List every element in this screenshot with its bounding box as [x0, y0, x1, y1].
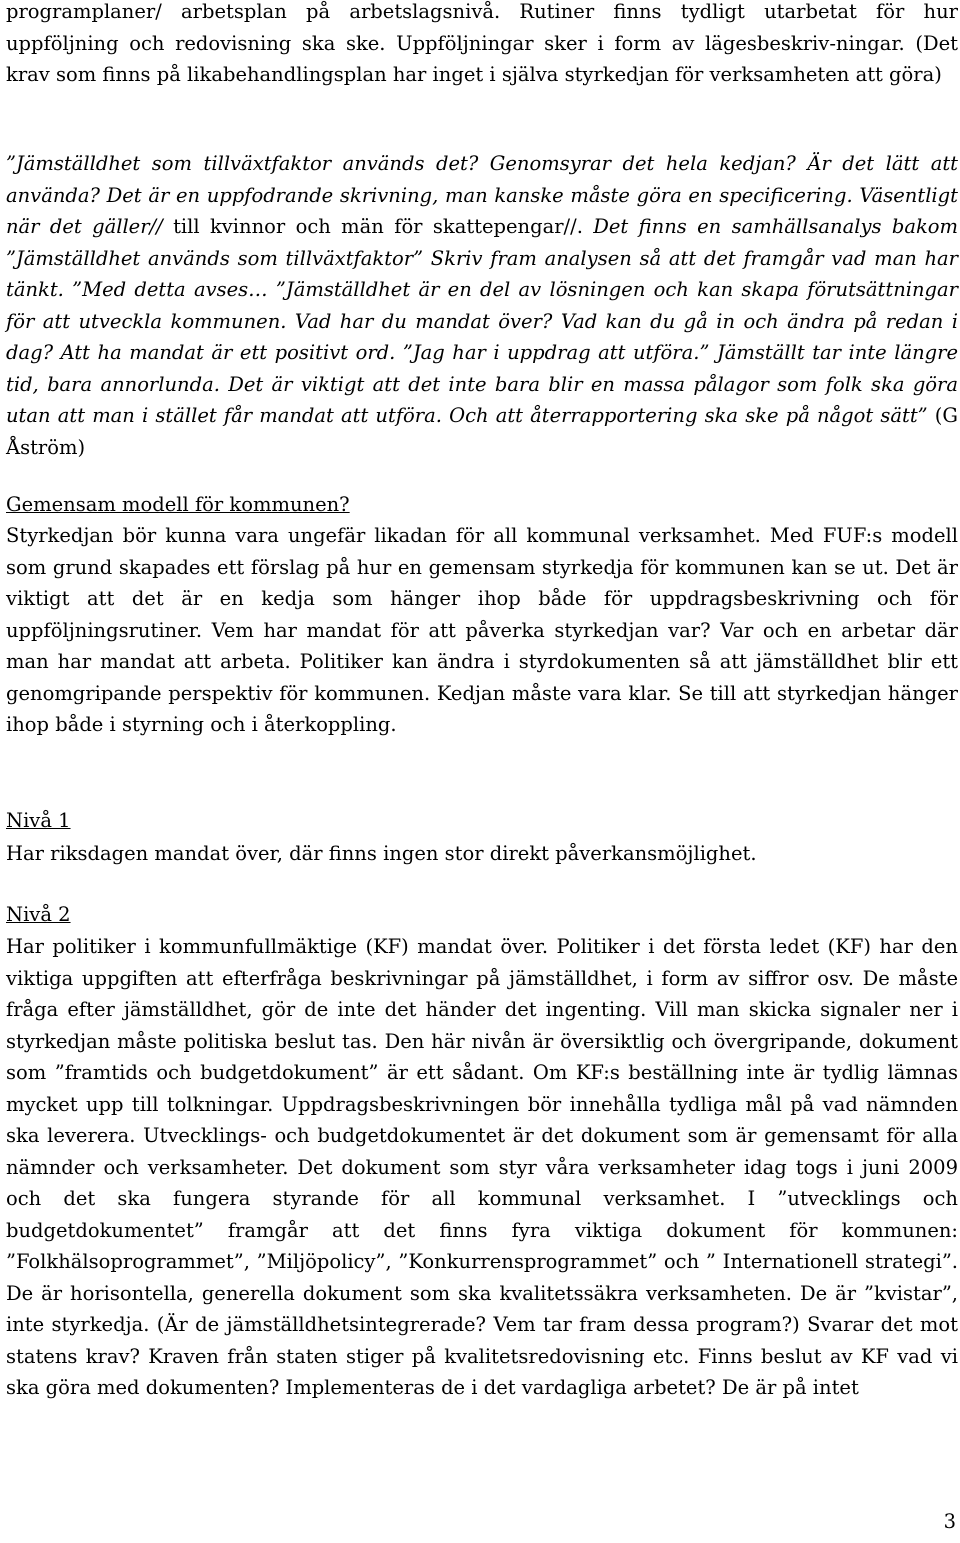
section-heading-niva-2: Nivå 2 [6, 903, 71, 926]
intro-paragraph: programplaner/ arbetsplan på arbetslagsnivå. Rutiner finns tydligt utarbetat för hur uppföljning och redovisning ska ske. Uppföljningar sker i form av lägesbeskriv-ningar. (Det krav som finns på likabehandlingsplan har inget i själva styrkedjan för verksamheten att göra) [6, 0, 958, 86]
quote-paragraph [6, 148, 958, 463]
section-heading-gemensam: Gemensam modell för kommunen? [6, 493, 350, 516]
section-body-niva-1: Har riksdagen mandat över, där finns ingen stor direkt påverkansmöjlighet. [6, 842, 757, 865]
section-body-gemensam: Styrkedjan bör kunna vara ungefär likadan för all kommunal verksamhet. Med FUF:s modell som grund skapades ett förslag på hur en gemensam styrkedja för kommunen kan se ut. Det är viktigt att det är en kedja som hänger ihop både för uppdragsbeskrivning och för uppföljningsrutiner. Vem har mandat för att påverka styrkedjan var? Var och en arbetar där man har mandat att arbeta. Politiker kan ändra i styrdokumenten så att jämställdhet blir ett genomgripande perspektiv för kommunen. Kedjan måste vara klar. Se till att styrkedjan hänger ihop både i styrning och i återkoppling. [6, 524, 958, 736]
quote-normal-part-1: till kvinnor och män för skattepengar//. [173, 215, 583, 238]
quote-italic-part-2: Det finns en samhällsanalys bakom ”Jämställdhet används som tillväxtfaktor” Skriv fram analysen så att det framgår vad man har tänkt. ”Med detta avses… ”Jämställdhet är en del av lösningen och kan skapa förutsättningar för att utveckla kommunen. Vad har du mandat över? Vad kan du gå in och ändra på redan i dag? Att ha mandat är ett positivt ord. ”Jag har i uppdrag att utföra.” Jämställt tar inte längre tid, bara annorlunda. Det är viktigt att det inte bara blir en massa pålagor som folk ska göra utan att man i stället får mandat att utföra. Och att återrapportering ska ske på något sätt” [6, 215, 958, 427]
page-number: 3 [943, 1510, 956, 1533]
section-body-niva-2: Har politiker i kommunfullmäktige (KF) mandat över. Politiker i det första ledet (KF) har den viktiga uppgiften att efterfråga beskrivningar på jämställdhet, i form av siffror osv. De måste fråga efter jämställdhet, gör de inte det händer det ingenting. Vill man skicka signaler ner i styrkedjan måste politiska beslut tas. Den här nivån är översiktlig och övergripande, dokument som ”framtids och budgetdokument” är ett sådant. Om KF:s beställning inte är tydlig lämnas mycket upp till tolkningar. Uppdragsbeskrivningen bör innehålla tydliga mål på vad nämnden ska leverera. Utvecklings- och budgetdokumentet är det dokument som är gemensamt för alla nämnder och verksamheter. Det dokument som styr våra verksamheter idag togs i juni 2009 och det ska fungera styrande för all kommunal verksamhet. I ”utvecklings och budgetdokumentet” framgår att det finns fyra viktiga dokument för kommunen: ”Folkhälsoprogrammet”, ”Miljöpolicy”, ”Konkurrensprogrammet” och ” Internationell strategi”. De är horisontella, generella dokument som ska kvalitetssäkra verksamheten. De är ”kvistar”, inte styrkedja. (Är de jämställdhetsintegrerade? Vem tar fram dessa program?) Svarar det mot statens krav? Kraven från staten stiger på kvalitetsredovisning etc. Finns beslut av KF vad vi ska göra med dokumenten? Implementeras de i det vardagliga arbetet? De är på intet [6, 935, 958, 1399]
section-heading-niva-1: Nivå 1 [6, 809, 71, 832]
quote-attribution: (G Åström) [6, 404, 958, 459]
quote-italic-part-1: ”Jämställdhet som tillväxtfaktor används det? Genomsyrar det hela kedjan? Är det lätt att använda? Det är en uppfodrande skrivning, man kanske måste göra en specificering. Väsentligt när det gäller// [6, 152, 958, 238]
